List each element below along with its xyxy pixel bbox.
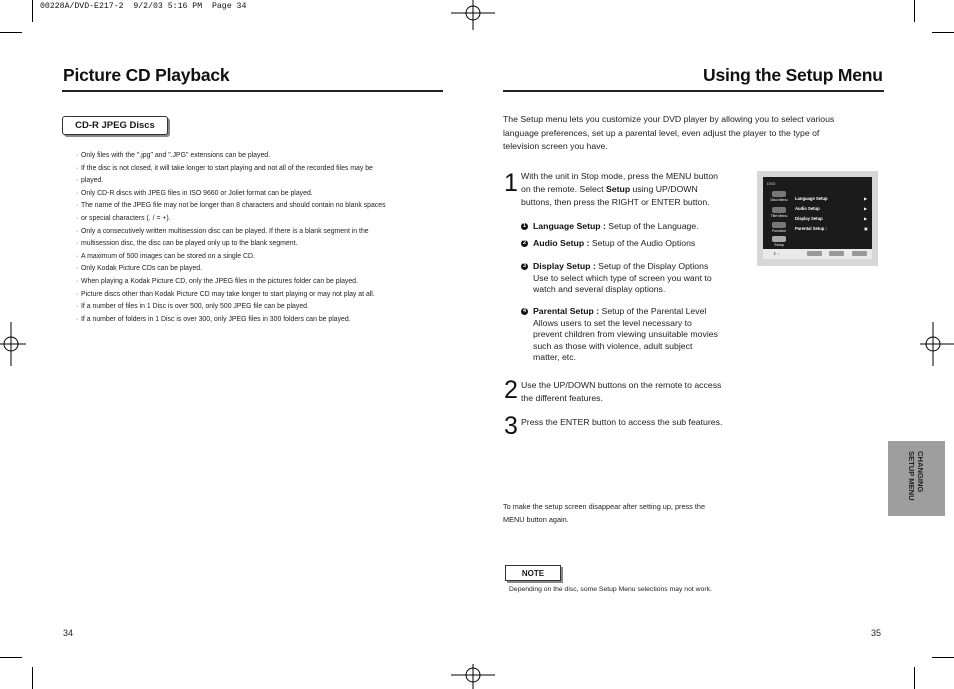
setup-icon [767,236,791,247]
registration-mark-icon [920,322,954,366]
tv-screen [763,177,872,259]
step-number: 3 [504,412,518,440]
intro-paragraph [503,113,881,154]
list-item: · The name of the JPEG file may not be longer than 8 characters and should contain no blank spaces [77,200,427,213]
step-line: Press the ENTER button to access the sub features. [521,417,723,427]
list-item: · When playing a Kodak Picture CD, only the JPEG files in the pictures folder can be played. [77,276,427,289]
outro-paragraph [503,500,748,526]
side-tab-line: CHANGING [916,451,926,493]
sub-item-desc: watch and several display options. [533,284,666,295]
bullet-list [77,150,427,326]
numbered-bullet-icon: 2 [522,240,527,246]
tv-menu-item: Language Setup [795,196,828,201]
tv-bar-button [807,251,822,256]
tv-dvd-label: DVD [767,181,776,186]
numbered-bullet-icon: 4 [522,308,527,314]
sub-item-label: Parental Setup : [533,306,600,316]
list-item-continuation: · or special characters (. / = +). [77,213,427,226]
list-item: · Picture discs other than Kodak Picture CD may take longer to start playing or may not play at all. [77,289,427,302]
navigation-icon: ⇕⇔ [773,251,781,256]
side-tab-text [888,441,945,516]
note-tag: NOTE [505,565,561,581]
sub-item-desc: such as those with violence, adult subject [533,340,693,351]
title-menu-icon [767,207,791,218]
list-item: · If a number of files in 1 Disc is over 500, only 500 JPEG file can be played. [77,301,427,314]
sub-item-language-setup [522,221,753,233]
numbered-bullet-icon: 1 [522,223,527,229]
page-title-right: Using the Setup Menu [703,65,883,85]
sub-item-desc: matter, etc. [533,352,576,363]
list-item: · Only a consecutively written multisession disc can be played. If there is a blank segment in the [77,226,427,239]
outro-line: MENU button again. [503,515,569,525]
function-icon [767,222,791,233]
tv-bar-button [852,251,867,256]
crop-mark [32,0,33,22]
sub-item-desc: Setup of the Audio Options [589,238,696,248]
side-tab-line: SETUP MENU [907,451,917,501]
intro-line: language preferences, set up a parental level, even adjust the player to the type of [503,127,820,138]
list-item: · Only Kodak Picture CDs can be played. [77,263,427,276]
cdr-jpeg-discs-tag: CD-R JPEG Discs [62,116,168,135]
step-1-text [521,170,751,208]
sub-item-desc: Setup of the Language. [605,221,699,231]
sub-item-desc: Setup of the Display Options [595,261,709,271]
step-line: buttons, then press the RIGHT or ENTER button. [521,196,710,207]
crop-mark [32,667,33,689]
step-bold: Setup [606,183,631,194]
disc-menu-icon [767,191,791,202]
list-item-continuation: · multisession disc, the disc can be played only up to the blank segment. [77,238,427,251]
title-rule [503,90,884,92]
crop-mark [0,657,22,658]
list-item-continuation: · played. [77,175,427,188]
tv-icon-label: Disc Menu [770,198,788,202]
side-tab-changing-setup-menu [888,441,945,516]
numbered-bullet-icon: 3 [522,263,527,269]
list-item: · Only files with the ".jpg" and ".JPG" extensions can be played. [77,150,427,163]
crop-mark [0,32,22,33]
arrow-right-icon: ▶ [864,206,868,211]
crop-mark [914,667,915,689]
sub-item-display-setup [522,261,753,296]
step-line: Use the UP/DOWN buttons on the remote to access [521,380,722,390]
page-title-left: Picture CD Playback [63,65,230,85]
arrow-right-icon: ▶ [864,216,868,221]
sub-item-desc: Setup of the Parental Level [599,306,707,316]
step-fragment: using UP/DOWN [630,183,698,194]
title-rule [62,90,443,92]
sub-item-label: Language Setup : [533,221,606,231]
step-fragment: on the remote. Select [521,183,606,194]
list-item: · A maximum of 500 images can be stored on a single CD. [77,251,427,264]
step-2-text [521,379,751,405]
tv-icon-label: Setup [774,243,784,247]
tv-bar-button [829,251,844,256]
sub-item-parental-setup [522,306,753,364]
crop-mark [932,657,954,658]
page-number-left: 34 [63,628,74,638]
arrow-right-icon: ▶ [864,196,868,201]
tv-menu-item: Audio Setup [795,206,820,211]
sub-item-desc: prevent children from viewing unsuitable movies [533,329,718,340]
lock-icon: ▣ [864,226,868,231]
page-number-right: 35 [871,628,882,638]
step-3-text [521,416,761,429]
step-line: With the unit in Stop mode, press the MENU button [521,171,719,181]
crop-mark [932,32,954,33]
registration-mark-icon [451,0,495,30]
sub-item-audio-setup [522,238,753,250]
tv-bottom-bar [763,249,872,259]
tv-menu-item: Display Setup [795,216,823,221]
list-item: · If a number of folders in 1 Disc is over 300, only JPEG files in 300 folders can be played. [77,314,427,327]
step-number: 2 [504,376,518,404]
registration-mark-icon [0,322,26,366]
step-line [521,183,751,196]
outro-line: To make the setup screen disappear after setting up, press the [503,502,705,511]
tv-icon-label: Function [772,229,786,233]
list-item: · Only CD-R discs with JPEG files in ISO 9660 or Joliet format can be played. [77,188,427,201]
note-body: Depending on the disc, some Setup Menu selections may not work. [509,586,712,593]
list-item: · If the disc is not closed, it will take longer to start playing and not all of the recorded files may be [77,163,427,176]
crop-mark [914,0,915,22]
intro-line: television screen you have. [503,141,608,151]
print-header: 00228A/DVD-E217-2 9/2/03 5:16 PM Page 34 [40,2,247,11]
sub-item-desc: Allows users to set the level necessary to [533,317,692,328]
tv-menu-item: Parental Setup : [795,226,827,231]
step-line: the different features. [521,392,603,403]
setup-menu-screenshot [757,171,878,266]
tv-icon-label: Title Menu [770,214,788,218]
step-number: 1 [504,169,518,197]
intro-line: The Setup menu lets you customize your DVD player by allowing you to select various [503,114,835,124]
registration-mark-icon [451,664,495,689]
sub-item-label: Audio Setup : [533,238,590,248]
sub-item-label: Display Setup : [533,261,596,271]
sub-item-desc: Use to select which type of screen you want to [533,272,712,283]
